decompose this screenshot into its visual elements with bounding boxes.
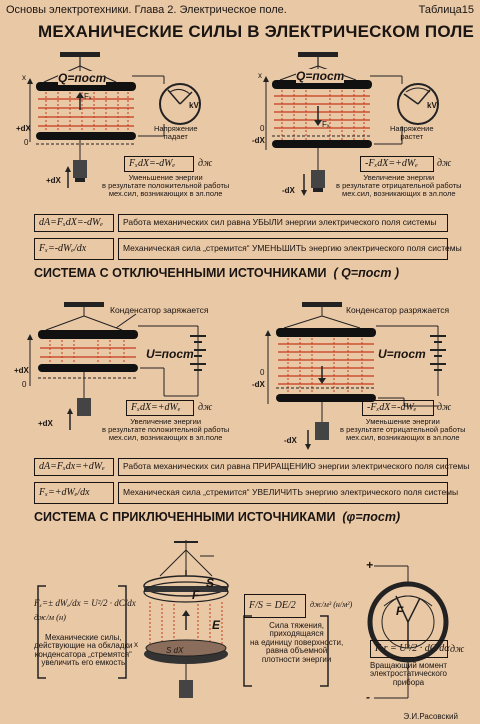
- minus-dx-s2-2: -dX: [284, 436, 297, 445]
- formula-box-s2-left: FₓdX=+dWₑ: [126, 400, 194, 416]
- s2-box2-text: Механическая сила „стремится“ УВЕЛИЧИТЬ энергию электрического поля системы: [118, 482, 448, 504]
- caption-s1-left: Уменьшение энергии в результате положительной работы мех.сил, возникающих в эл.поле: [102, 173, 230, 198]
- label-f-meter: F: [396, 604, 404, 618]
- voltage-note-left: Напряжение падает: [154, 124, 198, 141]
- fx-left: Fₓ: [84, 92, 92, 101]
- formula-unit-s1-right: дж: [437, 158, 452, 169]
- formula-box-s2-right: -FₓdX=-dWₑ: [362, 400, 434, 416]
- label-s: S: [206, 576, 215, 590]
- s1-box1-formula: dA=FₓdX=-dWₑ: [34, 214, 114, 232]
- u-label-right: U=пост: [378, 347, 426, 361]
- caption-s2-right: Уменьшение энергии в результате отрицательной работы мех.сил, возникающих в эл.поле: [340, 417, 466, 442]
- zero-s2-right: 0: [260, 368, 265, 377]
- bottom-right-formula: F·r = U²/2 · dC/dα: [370, 640, 448, 658]
- caption-s2-left: Увеличение энергии в результате положительной работы мех.сил, возникающих в эл.поле: [102, 417, 230, 442]
- formula-box-s1-left: FₓdX=-dWₑ: [124, 156, 194, 172]
- formula-unit-s1-left: дж: [198, 158, 213, 169]
- bottom-left-caption: Механические силы, действующие на обкладки конденсатора „стремятся“ увеличить его емкость: [34, 633, 133, 668]
- zero-left: 0: [24, 138, 29, 147]
- bottom-left-unit: дж/м (н): [34, 612, 66, 622]
- zero-s2-left: 0: [22, 380, 27, 389]
- page-title: МЕХАНИЧЕСКИЕ СИЛЫ В ЭЛЕКТРИЧЕСКОМ ПОЛЕ: [38, 22, 475, 41]
- bottom-mid-caption: Сила тяжения, приходящаяся на единицу поверхности, равна объемной плотности энергии: [250, 621, 344, 664]
- plus-dx-left: +dX: [16, 124, 31, 133]
- formula-unit-s2-right: дж: [437, 402, 452, 413]
- label-sdx: S dX: [166, 646, 184, 655]
- axis-x-right: x: [258, 71, 262, 80]
- s1-box2-text: Механическая сила „стремится“ УМЕНЬШИТЬ энергию электрического поля системы: [118, 238, 448, 260]
- s2-box1-text: Работа механических сил равна ПРИРАЩЕНИЮ энергии электрического поля системы: [118, 458, 448, 476]
- plus-dx-s2: +dX: [14, 366, 29, 375]
- author: Э.И.Расовский: [403, 712, 458, 721]
- formula-unit-s2-left: дж: [198, 402, 213, 413]
- s1-box2-formula: Fₓ=-dWₑ/dx: [34, 238, 114, 260]
- bottom-mid-unit: дж/м³ (н/м²): [310, 600, 353, 609]
- note-discharging: Конденсатор разряжается: [346, 305, 450, 315]
- bottom-right-caption: Вращающий момент электростатического прибора: [370, 661, 448, 687]
- header-left: Основы электротехники. Глава 2. Электрическое поле.: [6, 4, 287, 16]
- plus-dx-left-2: +dX: [46, 176, 61, 185]
- minus-dx-right: -dX: [252, 136, 265, 145]
- bottom-right-unit: дж: [450, 644, 465, 655]
- minus-dx-right-2: -dX: [282, 186, 295, 195]
- section2-title: СИСТЕМА С ПРИКЛЮЧЕННЫМИ ИСТОЧНИКАМИ (φ=пост): [34, 510, 401, 524]
- note-charging: Конденсатор заряжается: [110, 305, 209, 315]
- voltmeter-left: kV: [189, 101, 199, 110]
- label-e: E: [212, 618, 221, 632]
- label-plus: +: [366, 558, 374, 572]
- s2-box2-formula: Fₓ=+dWₑ/dx: [34, 482, 114, 504]
- caption-s1-right: Увеличение энергии в результате отрицательной работы мех.сил, возникающих в эл.поле: [336, 173, 462, 198]
- u-label-left: U=пост: [146, 347, 194, 361]
- q-label-right: Q=пост: [296, 69, 345, 83]
- s1-box1-text: Работа механических сил равна УБЫЛИ энергии электрического поля системы: [118, 214, 448, 232]
- label-minus: -: [366, 690, 370, 704]
- voltage-note-right: Напряжение растет: [390, 124, 434, 141]
- voltmeter-right: kV: [427, 101, 437, 110]
- axis-x-left: x: [22, 73, 26, 82]
- plus-dx-s2-2: +dX: [38, 419, 53, 428]
- header-right: Таблица15: [418, 4, 474, 16]
- zero-right: 0: [260, 124, 265, 133]
- bottom-left-formula: Fₓ=± dWₑ/dx = U²/2 · dC/dx: [34, 598, 136, 608]
- fx-right: Fₓ: [322, 120, 330, 129]
- label-f: F: [192, 588, 200, 602]
- q-label-left: Q=пост: [58, 71, 107, 85]
- minus-dx-s2: -dX: [252, 380, 265, 389]
- s2-box1-formula: dA=Fₓdx=+dWₑ: [34, 458, 114, 476]
- section1-title: СИСТЕМА С ОТКЛЮЧЕННЫМИ ИСТОЧНИКАМИ ( Q=пост ): [34, 266, 400, 280]
- label-x: x: [134, 640, 138, 649]
- bottom-mid-formula: F/S = DE/2: [244, 594, 306, 618]
- formula-box-s1-right: -FₓdX=+dWₑ: [360, 156, 434, 172]
